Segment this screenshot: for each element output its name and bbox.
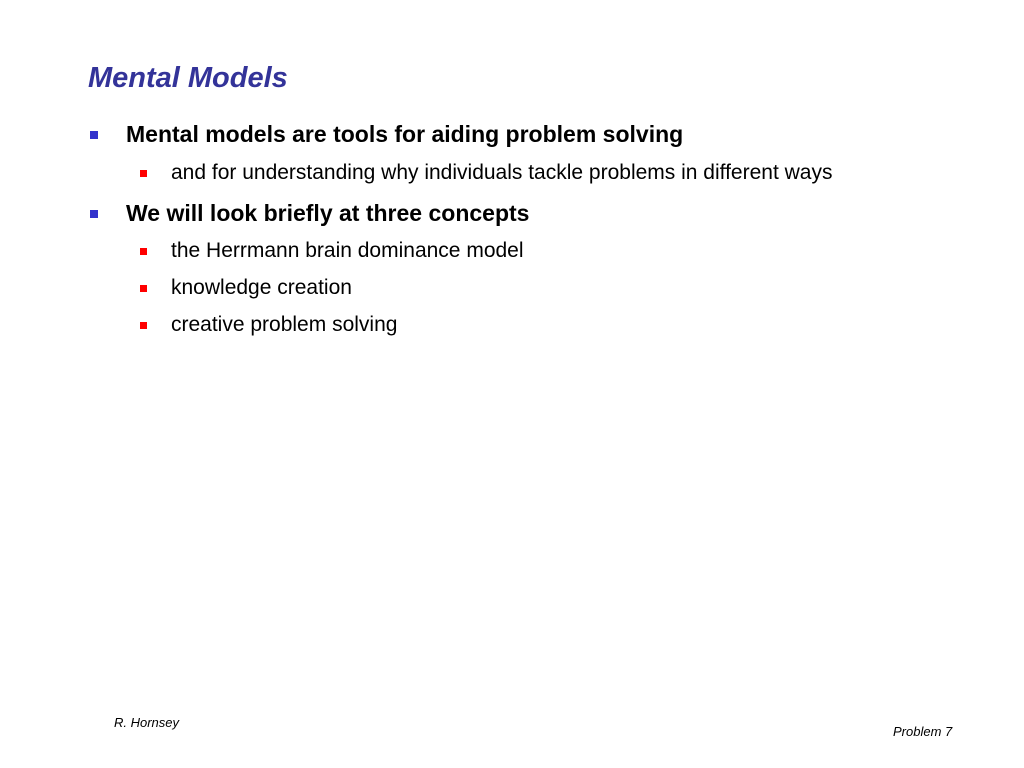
sub-bullet-item <box>171 159 832 187</box>
square-bullet-icon <box>140 285 147 292</box>
bullet-text: Mental models are tools for aiding problem solving <box>126 121 684 147</box>
sub-bullet-text: creative problem solving <box>171 313 398 336</box>
sub-bullet-text: the Herrmann brain dominance model <box>171 239 524 262</box>
bullet-text: We will look briefly at three concepts <box>126 200 530 226</box>
sub-bullet-text: and for understanding why individuals tackle problems in different ways <box>171 161 833 184</box>
slide-title: Mental Models <box>88 62 288 94</box>
square-bullet-icon <box>140 322 147 329</box>
square-bullet-icon <box>90 210 98 218</box>
square-bullet-icon <box>140 170 147 177</box>
sub-bullet-item <box>171 311 397 339</box>
square-bullet-icon <box>90 131 98 139</box>
footer-page-label: Problem 7 <box>893 724 953 739</box>
bullet-item <box>126 198 529 228</box>
square-bullet-icon <box>140 248 147 255</box>
footer-author: R. Hornsey <box>114 715 180 730</box>
sub-bullet-item <box>171 274 352 302</box>
bullet-item <box>126 119 683 149</box>
sub-bullet-item <box>171 237 524 265</box>
sub-bullet-text: knowledge creation <box>171 276 352 299</box>
